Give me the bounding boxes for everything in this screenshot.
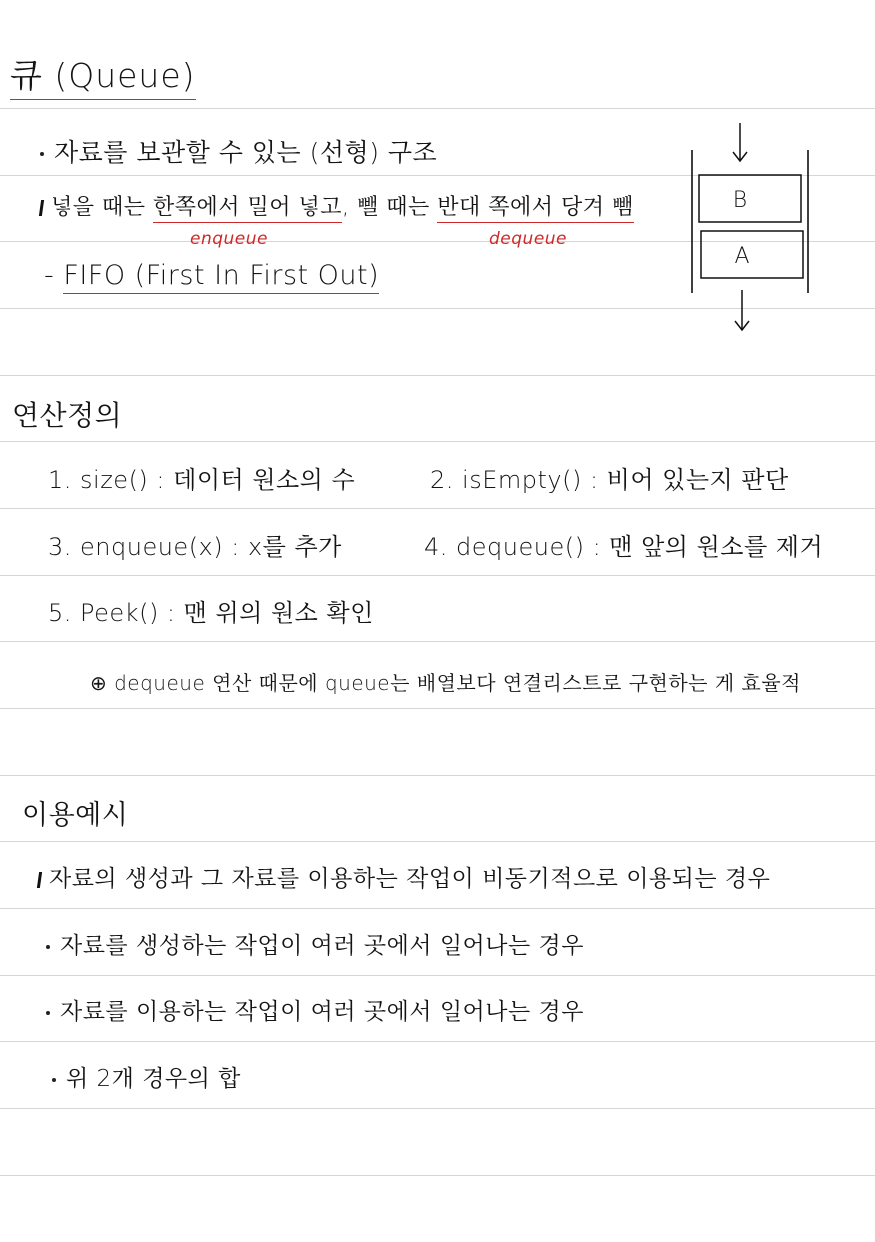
emphasis-mark (37, 872, 42, 888)
page-title: 큐 (Queue) (10, 50, 196, 100)
queue-item-bottom: A (734, 244, 750, 269)
usage-bullet-2-text: 자료를 이용하는 작업이 여러 곳에서 일어나는 경우 (60, 999, 584, 1025)
queue-item-top: B (732, 188, 748, 213)
enqueue-phrase: 한쪽에서 밀어 넣고 (153, 195, 342, 223)
operation-size: 1. size() : 데이터 원소의 수 (48, 466, 356, 494)
queue-cell-bottom (701, 231, 803, 278)
ruled-line (0, 1175, 875, 1176)
definition-line (40, 133, 437, 169)
bullet-dot (46, 1011, 50, 1015)
ruled-line (0, 841, 875, 842)
ruled-line (0, 575, 875, 576)
bullet-dot (46, 945, 50, 949)
ruled-line (0, 775, 875, 776)
fifo-text: FIFO (First In First Out) (63, 260, 379, 294)
usage-main-text: 자료의 생성과 그 자료를 이용하는 작업이 비동기적으로 이용되는 경우 (49, 866, 771, 892)
operation-peek: 5. Peek() : 맨 위의 원소 확인 (48, 599, 374, 627)
insert-prefix: 넣을 때는 (51, 195, 146, 220)
ruled-line (0, 108, 875, 109)
dequeue-phrase: 반대 쪽에서 당겨 뺌 (437, 195, 634, 223)
dequeue-annotation: dequeue (489, 229, 568, 249)
bullet-dot (40, 152, 44, 156)
usage-bullet-3 (52, 1060, 241, 1093)
operation-dequeue: 4. dequeue() : 맨 앞의 원소를 제거 (424, 533, 824, 561)
enqueue-annotation: enqueue (190, 229, 268, 249)
queue-cell-top (699, 175, 801, 222)
ruled-line (0, 708, 875, 709)
ruled-line (0, 1108, 875, 1109)
usage-heading: 이용예시 (22, 800, 129, 831)
ruled-line (0, 908, 875, 909)
insert-remove-line (40, 190, 634, 221)
usage-main-line (38, 860, 770, 893)
bullet-dot (52, 1078, 56, 1082)
usage-bullet-1 (46, 927, 584, 960)
usage-bullet-3-text: 위 2개 경우의 합 (66, 1066, 241, 1092)
ruled-line (0, 441, 875, 442)
dash-mark: - (44, 260, 64, 291)
operation-isempty: 2. isEmpty() : 비어 있는지 판단 (430, 466, 789, 494)
ruled-line (0, 508, 875, 509)
definition-text: 자료를 보관할 수 있는 (선형) 구조 (54, 138, 438, 167)
ruled-line (0, 975, 875, 976)
ruled-line (0, 375, 875, 376)
queue-diagram (680, 115, 820, 340)
emphasis-mark (39, 200, 44, 216)
operations-heading: 연산정의 (12, 399, 123, 432)
remove-prefix: , 뺄 때는 (342, 195, 430, 220)
usage-bullet-2 (46, 993, 584, 1026)
operation-enqueue: 3. enqueue(x) : x를 추가 (48, 533, 342, 561)
operations-note: ⊕ dequeue 연산 때문에 queue는 배열보다 연결리스트로 구현하는 게 효율적 (90, 671, 801, 695)
ruled-line (0, 641, 875, 642)
fifo-line (44, 260, 379, 291)
usage-bullet-1-text: 자료를 생성하는 작업이 여러 곳에서 일어나는 경우 (60, 933, 584, 959)
ruled-line (0, 1041, 875, 1042)
